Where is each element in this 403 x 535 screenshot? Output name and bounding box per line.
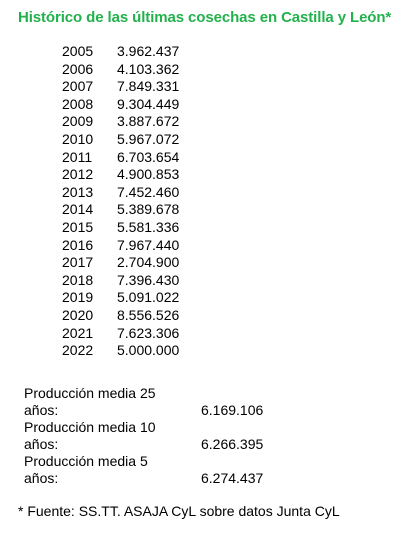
page-title: Histórico de las últimas cosechas en Castilla y León* [18, 9, 392, 26]
harvest-year: 2018 [62, 271, 94, 288]
harvest-year: 2019 [62, 289, 94, 306]
harvest-year: 2022 [62, 342, 94, 359]
harvest-year: 2015 [62, 218, 94, 235]
harvest-row [62, 342, 179, 360]
harvest-value: 3.887.672 [117, 113, 180, 130]
harvest-value: 7.623.306 [117, 324, 180, 341]
source-note: * Fuente: SS.TT. ASAJA CyL sobre datos Junta CyL [18, 503, 340, 519]
production-average-label: Producción media 25 años: [24, 385, 156, 418]
harvest-row [62, 149, 179, 167]
harvest-value: 5.967.072 [117, 130, 180, 147]
harvest-value: 7.849.331 [117, 78, 180, 95]
harvest-row [62, 113, 179, 131]
harvest-year: 2006 [62, 60, 94, 77]
harvest-year: 2017 [62, 254, 94, 271]
harvest-row [62, 254, 179, 272]
harvest-value: 4.900.853 [117, 166, 180, 183]
harvest-row [62, 325, 179, 343]
production-averages [24, 385, 384, 487]
harvest-value: 7.967.440 [117, 236, 180, 253]
harvest-value: 6.703.654 [117, 148, 180, 165]
harvest-row [62, 307, 179, 325]
harvest-value: 5.000.000 [117, 342, 180, 359]
harvest-year: 2020 [62, 306, 94, 323]
harvest-value: 5.581.336 [117, 218, 180, 235]
harvest-value: 5.389.678 [117, 201, 180, 218]
harvest-value: 2.704.900 [117, 254, 180, 271]
harvest-year: 2008 [62, 95, 94, 112]
production-average-row [24, 385, 384, 419]
harvest-row [62, 43, 179, 61]
harvest-value: 7.452.460 [117, 183, 180, 200]
harvest-year: 2013 [62, 183, 94, 200]
harvest-row [62, 78, 179, 96]
production-average-row [24, 419, 384, 453]
harvest-row [62, 184, 179, 202]
production-average-value: 6.274.437 [201, 470, 264, 486]
harvest-row [62, 201, 179, 219]
harvest-year: 2005 [62, 43, 94, 59]
harvest-row [62, 272, 179, 290]
harvest-row [62, 166, 179, 184]
harvest-year: 2010 [62, 130, 94, 147]
harvest-row [62, 237, 179, 255]
harvest-value: 9.304.449 [117, 95, 180, 112]
harvest-year: 2014 [62, 201, 94, 218]
harvest-year: 2012 [62, 166, 94, 183]
production-average-label: Producción media 5 años: [24, 453, 148, 486]
harvest-row [62, 61, 179, 79]
harvest-row [62, 289, 179, 307]
harvest-value: 7.396.430 [117, 271, 180, 288]
production-average-value: 6.266.395 [201, 436, 264, 452]
production-average-label: Producción media 10 años: [24, 419, 156, 452]
harvest-value: 8.556.526 [117, 306, 180, 323]
harvest-year: 2016 [62, 236, 94, 253]
production-average-row [24, 453, 384, 487]
harvest-value: 4.103.362 [117, 60, 180, 77]
production-average-value: 6.169.106 [201, 402, 264, 418]
harvest-row [62, 219, 179, 237]
harvest-value: 5.091.022 [117, 289, 180, 306]
harvest-year: 2007 [62, 78, 94, 95]
harvest-year: 2009 [62, 113, 94, 130]
harvest-row [62, 131, 179, 149]
harvest-year: 2011 [62, 148, 93, 165]
harvest-table [62, 43, 179, 360]
harvest-year: 2021 [62, 324, 94, 341]
harvest-row [62, 96, 179, 114]
harvest-value: 3.962.437 [117, 43, 180, 59]
